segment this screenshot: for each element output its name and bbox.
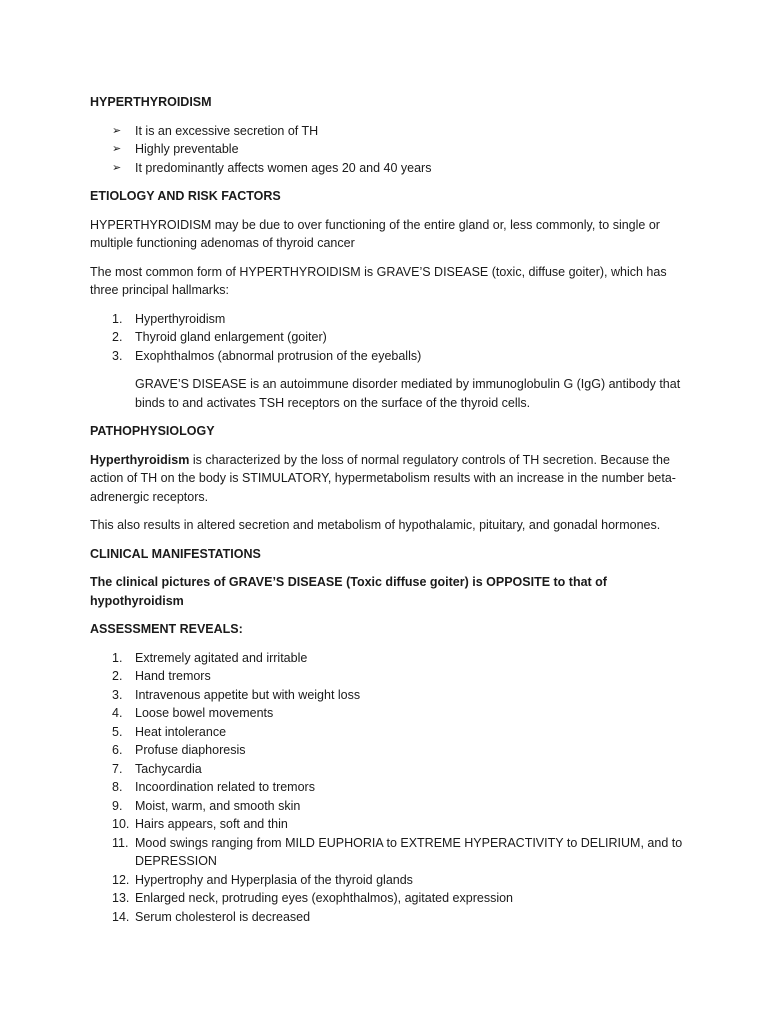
clinical-statement: The clinical pictures of GRAVE’S DISEASE (Toxic diffuse goiter) is OPPOSITE to that of hypothyroidism <box>90 575 607 608</box>
list-item: 11. Mood swings ranging from MILD EUPHORIA to EXTREME HYPERACTIVITY to DELIRIUM, and to DEPRESSION <box>112 835 683 868</box>
heading-etiology: ETIOLOGY AND RISK FACTORS <box>90 189 281 203</box>
etiology-paragraph-1: HYPERTHYROIDISM may be due to over functioning of the entire gland or, less commonly, to single or multiple functioning adenomas of thyroid cancer <box>90 217 660 250</box>
list-item: ➢ It is an excessive secretion of TH <box>112 122 688 141</box>
list-item: 7. Tachycardia <box>112 761 202 776</box>
arrow-bullet-icon: ➢ <box>112 143 122 155</box>
list-item: 1. Extremely agitated and irritable <box>112 650 308 665</box>
list-item: 3. Exophthalmos (abnormal protrusion of the eyeballs) <box>112 348 422 363</box>
heading-assessment: ASSESSMENT REVEALS: <box>90 622 243 636</box>
list-item: ➢ It predominantly affects women ages 20 and 40 years <box>112 159 688 178</box>
list-item: 6. Profuse diaphoresis <box>112 743 246 757</box>
heading-clinical-manifestations: CLINICAL MANIFESTATIONS <box>90 546 261 561</box>
list-item: 3. Intravenous appetite but with weight loss <box>112 687 361 702</box>
list-item: 9. Moist, warm, and smooth skin <box>112 798 301 813</box>
intro-list <box>90 122 688 178</box>
pathophysiology-paragraph-2: This also results in altered secretion and metabolism of hypothalamic, pituitary, and gonadal hormones. <box>90 518 661 532</box>
list-item: 12. Hypertrophy and Hyperplasia of the thyroid glands <box>112 872 413 887</box>
list-item: 10. Hairs appears, soft and thin <box>112 817 288 831</box>
list-item: 4. Loose bowel movements <box>112 706 274 720</box>
list-item: 2. Hand tremors <box>112 669 211 683</box>
graves-note: GRAVE’S DISEASE is an autoimmune disorder mediated by immunoglobulin G (IgG) antibody that binds to and activates TSH receptors on the surface of the thyroid cells. <box>135 377 681 410</box>
list-item: 14. Serum cholesterol is decreased <box>112 909 311 924</box>
arrow-bullet-icon: ➢ <box>112 124 122 137</box>
hallmarks-list <box>90 310 688 366</box>
pathophysiology-paragraph-1: Hyperthyroidism is characterized by the loss of normal regulatory controls of TH secretion. Because the action of TH on the body is STIMULATORY, hypermetabolism results with an increase in the number beta-adrenergic receptors. <box>90 452 676 504</box>
heading-hyperthyroidism: HYPERTHYROIDISM <box>90 95 212 109</box>
list-item: 2. Thyroid gland enlargement (goiter) <box>112 330 327 344</box>
heading-pathophysiology: PATHOPHYSIOLOGY <box>90 424 215 438</box>
list-item: ➢ Highly preventable <box>112 140 688 159</box>
list-item: 13. Enlarged neck, protruding eyes (exophthalmos), agitated expression <box>112 891 513 905</box>
list-item: 8. Incoordination related to tremors <box>112 780 315 794</box>
etiology-paragraph-2: The most common form of HYPERTHYROIDISM is GRAVE’S DISEASE (toxic, diffuse goiter), which has three principal hallmarks: <box>90 264 667 297</box>
arrow-bullet-icon: ➢ <box>112 161 122 174</box>
assessment-list <box>90 649 688 927</box>
bold-term: Hyperthyroidism <box>90 452 190 467</box>
list-item: 5. Heat intolerance <box>112 724 227 739</box>
list-item: 1. Hyperthyroidism <box>112 311 226 326</box>
